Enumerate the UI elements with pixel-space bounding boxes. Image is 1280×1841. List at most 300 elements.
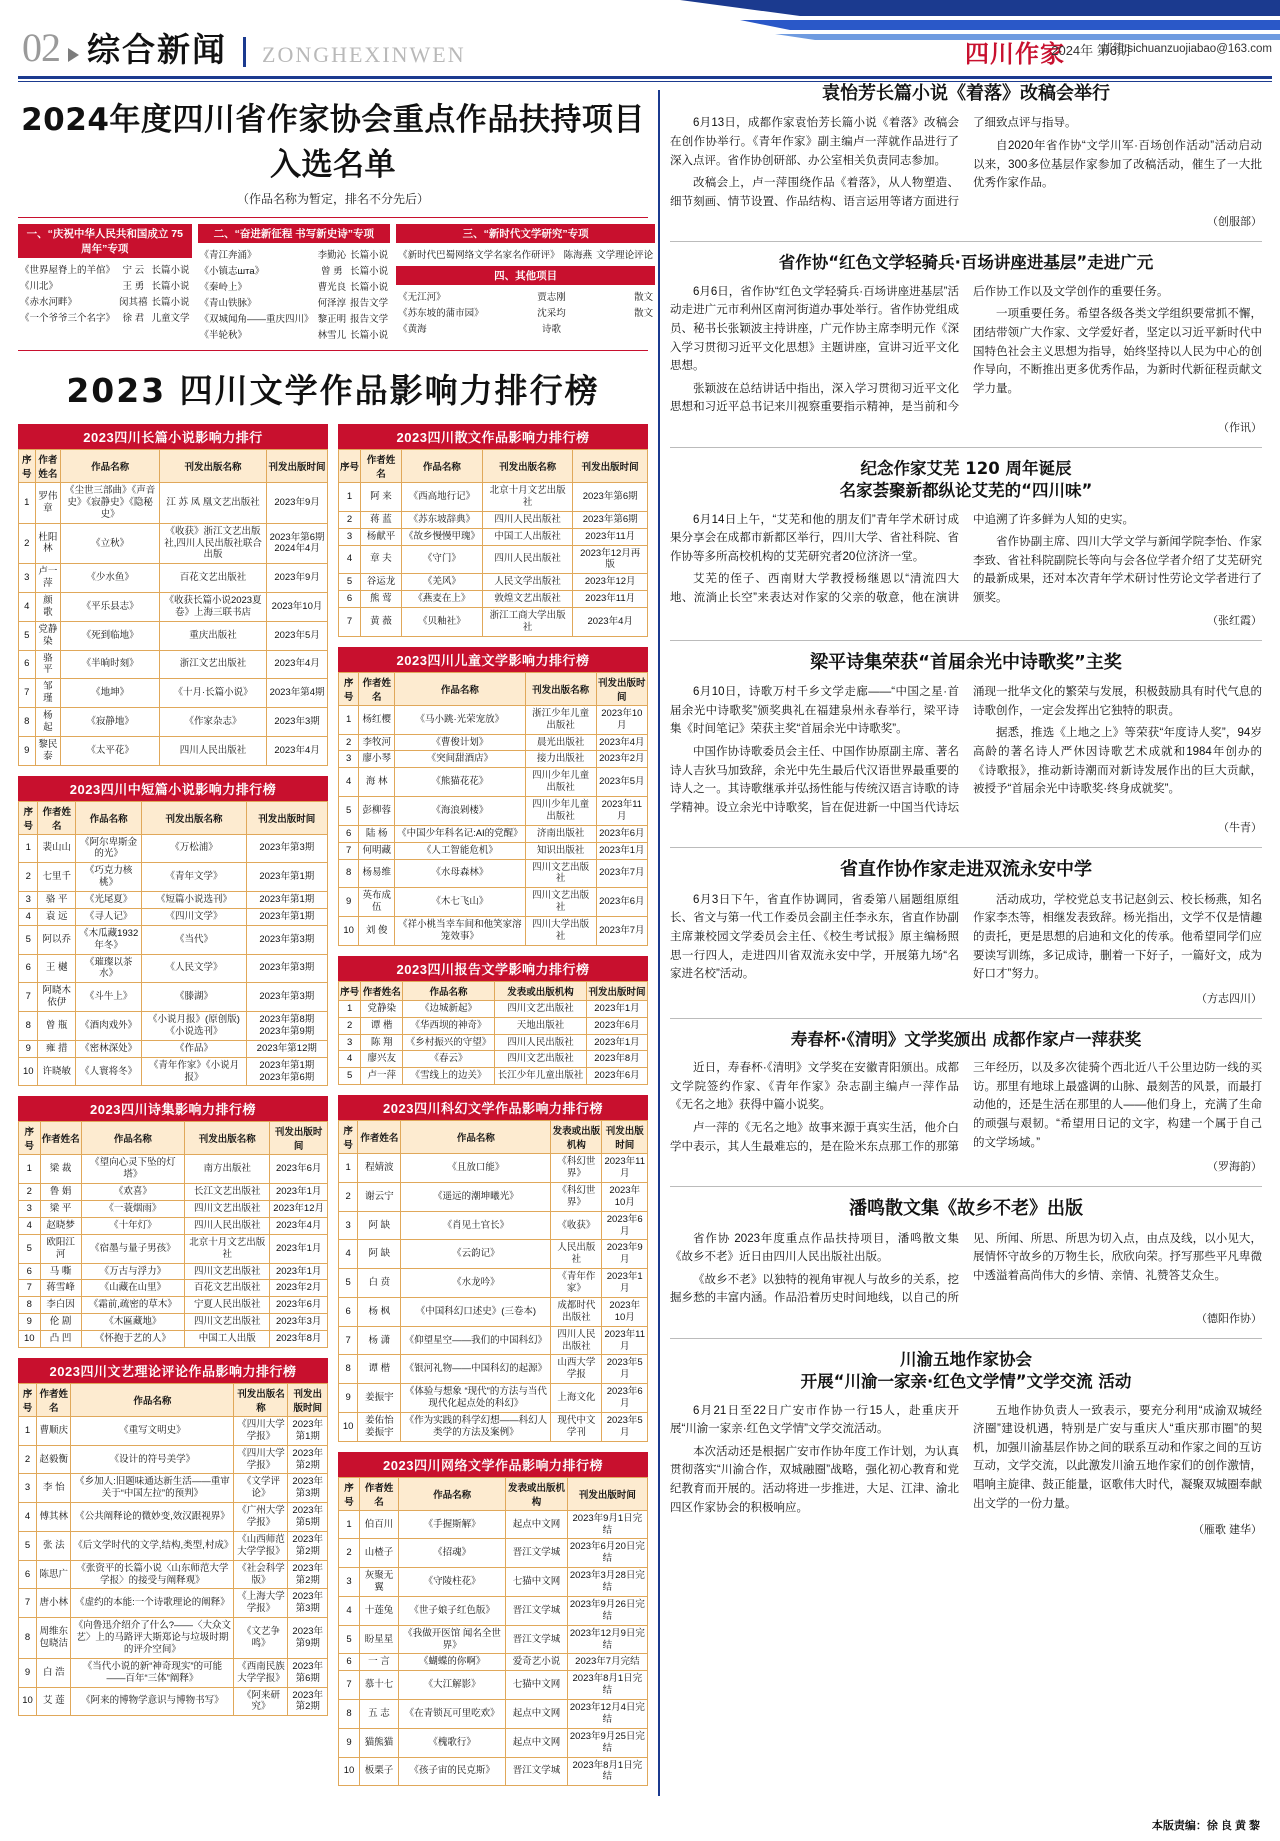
table-cell: 爱奇艺小说 <box>506 1654 567 1671</box>
column-header: 序号 <box>339 672 359 705</box>
table-cell: 《突间甜酒店》 <box>395 751 526 768</box>
table-cell: 谷运龙 <box>361 574 402 591</box>
table-cell: 2023年1月 <box>270 1184 328 1201</box>
table-cell: 山楂子 <box>360 1539 399 1568</box>
table-cell: 6 <box>339 1654 360 1671</box>
table-cell: 《一蓑烟雨》 <box>81 1201 185 1218</box>
article-paragraph: 6月10日，诗歌万村千乡文学走廊——“中国之星·首届余光中诗歌奖”颁奖典礼在福建泉州永春举行，梁平诗集《时间笔记》荣获主奖“首届余光中诗歌奖”。 <box>669 686 959 736</box>
table-cell: 2023年第3期 <box>288 1474 328 1503</box>
table-cell: 5 <box>19 1234 41 1263</box>
table-cell: 2023年12月4日完结 <box>567 1700 647 1729</box>
table-cell: 四川少年儿童出版社 <box>525 768 596 797</box>
article-paragraph: 6月13日，成都作家袁怡芳长篇小说《着落》改稿会在创作协举行。《青年作家》副主编卢一萍就作品进行了深入点评。省作协创研部、办公室相关负责同志参加。 <box>669 117 959 167</box>
table-cell: 王 樾 <box>38 954 76 983</box>
table-cell: 2023年第9期 <box>288 1618 328 1659</box>
table-cell: 1 <box>19 834 38 863</box>
table-cell: 8 <box>339 1355 358 1384</box>
table-cell: 4 <box>19 593 36 622</box>
table-cell: 2023年第1期 <box>246 908 327 925</box>
table-cell: 北京十月文艺出版社 <box>482 483 572 512</box>
table-cell: 《木匾藏地》 <box>81 1314 185 1331</box>
table-cell: 2023年1月 <box>586 1034 647 1051</box>
table-row <box>19 1618 328 1659</box>
table-row <box>339 751 648 768</box>
table-cell: 2 <box>339 1017 361 1034</box>
table-row <box>19 1474 328 1503</box>
table-row <box>19 736 328 765</box>
table-cell: 曾 瓶 <box>38 1012 76 1041</box>
table-cell: 10 <box>19 1687 37 1716</box>
table-cell: 10 <box>19 1057 38 1086</box>
page-footer: 本版责编：徐 良 黄 黎 <box>1151 1820 1260 1832</box>
table-cell: 2 <box>19 1184 41 1201</box>
table-cell: 《社会科学版》 <box>234 1560 288 1589</box>
article-paragraph: 本次活动还是根据广安市作协年度工作计划，为认真贯彻落实“川渝合作，双城融圈”战略，强化初心教育和党纪教育而开展的。活动将进一步推进，大足、江津、渝北四区作家协会的积极响应。 <box>669 1445 959 1514</box>
table-row <box>19 1155 328 1184</box>
table-cell: 2023年2月 <box>270 1280 328 1297</box>
table-row <box>339 1625 648 1654</box>
ranking-table <box>338 449 648 637</box>
table-block <box>18 1358 328 1716</box>
category-row <box>18 293 192 309</box>
table-cell: 程婧波 <box>358 1154 401 1183</box>
table-cell: 《设计的符号美学》 <box>71 1445 234 1474</box>
article <box>670 1029 1262 1174</box>
column-header: 序号 <box>19 801 38 834</box>
table-cell: 《西高地行记》 <box>401 483 482 512</box>
article-byline: （作讯） <box>1218 422 1262 435</box>
table-cell: 7 <box>19 679 36 708</box>
table-cell: 2023年第1期 2023年第6期 <box>246 1057 327 1086</box>
table-cell: 2023年9月 <box>267 483 328 524</box>
table-cell: 1 <box>19 1155 41 1184</box>
table-row <box>19 650 328 679</box>
table-cell: 2023年11月 <box>596 797 647 826</box>
table-cell: 浙江文艺出版社 <box>160 650 267 679</box>
article-paragraph: 活动成功，学校党总支书记赵剑云、校长杨燕，知名作家李杰等，相继发表致辞。杨光指出，文学不仅是情趣的责托，更是思想的启迪和文化的传承。他希望同学们应要读写训练，多记成诗，删着一下好子，一篇好文，成为好口才”努力。 <box>972 893 1262 981</box>
table-cell: 4 <box>19 1217 41 1234</box>
table-cell: 谭 楷 <box>358 1355 401 1384</box>
article-paragraph: 6月21日至22日广安市作协一行15人，赴重庆开展“川渝一家亲·红色文学情”文学交流活动。 <box>669 1404 959 1436</box>
table-cell: 阿以乔 <box>38 925 76 954</box>
table-cell: 2023年9月1日完结 <box>567 1510 647 1539</box>
table-cell: 《四川文学》 <box>142 908 246 925</box>
category-cell: 《青山铁脉》 <box>199 298 257 309</box>
right-column <box>670 78 1262 1796</box>
table-row <box>19 708 328 737</box>
category-cell: 贾志刚 <box>537 292 566 303</box>
table-cell: 《人工智能危机》 <box>395 842 526 859</box>
table-cell: 7 <box>339 1326 358 1355</box>
table-cell: 2023年第1期 <box>246 863 327 892</box>
table-cell: 黄 薇 <box>361 608 402 637</box>
article-body <box>670 683 1262 817</box>
table-caption: 2023四川网络文学作品影响力排行榜 <box>338 1452 648 1477</box>
table-caption: 2023四川文艺理论评论作品影响力排行榜 <box>18 1358 328 1383</box>
table-cell: 2023年11月 <box>573 591 648 608</box>
table-cell: 邹 瑾 <box>35 679 61 708</box>
table-cell: 2 <box>339 734 359 751</box>
table-cell: 2023年第2期 <box>288 1560 328 1589</box>
table-cell: 英布成伍 <box>359 888 395 917</box>
table-cell: 艾 莲 <box>37 1687 71 1716</box>
table-row <box>339 1034 648 1051</box>
article-body <box>670 511 1262 610</box>
article-separator <box>670 447 1262 448</box>
table-row <box>339 1539 648 1568</box>
table-cell: 四川文艺出版社 <box>495 1000 587 1017</box>
category-block <box>18 224 192 342</box>
table-cell: 赵毅衡 <box>37 1445 71 1474</box>
column-header: 作品名称 <box>81 1122 185 1155</box>
table-cell: 四川人民出版社 <box>482 545 572 574</box>
table-cell: 姜佑怡 姜振宇 <box>358 1412 401 1441</box>
article-paragraph: 中国作协诗歌委员会主任、中国作协原副主席、著名诗人吉狄马加致辞，余光中先生最后代汉语世界最重要的诗人之一。其诗歌继承并弘扬性能与传统汉语言诗歌的诗学精神。设立余光中诗歌奖，旨在促进新一中国当代诗坛涌现一批华文化的繁荣与发展，积极鼓励具有时代气息的诗歌创作，一定会发挥出它独特的职责。 <box>669 686 1262 814</box>
table-cell: 李白因 <box>40 1297 81 1314</box>
category-cell: 曹光良 <box>317 282 347 293</box>
table-cell: 《体验与想象 “现代”的方法与当代现代化起点处的科幻》 <box>401 1384 551 1413</box>
table-row <box>339 705 648 734</box>
table-cell: 5 <box>339 797 359 826</box>
table-cell: 2023年10月 <box>602 1297 648 1326</box>
table-cell: 《阿来的博物学意识与博物书写》 <box>71 1687 234 1716</box>
table-row <box>19 1217 328 1234</box>
category-cell: 《小镇志шта》 <box>199 266 265 277</box>
article-paragraph: 据悉，推选《上地之上》等荣获“年度诗人奖”，94岁高龄的著名诗人严休因诗歌艺术成就和1984年创办的《诗歌报》，推动新诗潮而对新诗发展作出的巨大贡献，被授予“首届余光中诗歌奖·终身成就奖”。 <box>972 727 1262 796</box>
table-cell: 9 <box>19 1658 37 1687</box>
category-table <box>198 246 391 342</box>
table-cell: 2023年6月20日完结 <box>567 1539 647 1568</box>
table-cell: 4 <box>19 908 38 925</box>
ranking-column-left <box>18 424 328 1796</box>
table-cell: 《作家杂志》 <box>160 708 267 737</box>
table-cell: 4 <box>339 1596 360 1625</box>
table-row <box>339 1568 648 1597</box>
table-row <box>339 1182 648 1211</box>
table-cell: 《孩子宙的民克斯》 <box>398 1757 505 1786</box>
section-title: 综合新闻 <box>87 30 227 69</box>
table-cell: 骆 平 <box>35 650 61 679</box>
column-header: 刊发出版名称 <box>482 450 572 483</box>
table-cell: 谭 楷 <box>361 1017 403 1034</box>
table-row <box>19 1012 328 1041</box>
table-cell: 杨易维 <box>359 859 395 888</box>
category-cell: 报告文学 <box>350 314 389 325</box>
table-cell: 2 <box>339 511 361 528</box>
table-cell: 猫熊猫 <box>360 1728 399 1757</box>
category-table <box>396 246 655 262</box>
table-cell: 唐小林 <box>37 1589 71 1618</box>
column-header: 刊发出版时间 <box>567 1477 647 1510</box>
table-cell: 《我做开医馆 闻名全世界》 <box>398 1625 505 1654</box>
column-header: 作品名称 <box>398 1477 505 1510</box>
table-row <box>19 1234 328 1263</box>
table-row <box>339 1671 648 1700</box>
email-label: 邮箱:sichuanzuojiabao@163.com <box>1101 43 1272 55</box>
category-cell: 《赤水河畔》 <box>20 297 78 308</box>
table-cell: 5 <box>339 574 361 591</box>
table-cell: 晋江文学城 <box>506 1757 567 1786</box>
table-row <box>19 1687 328 1716</box>
table-row <box>339 1728 648 1757</box>
table-cell: 5 <box>339 1068 361 1085</box>
table-row <box>19 1589 328 1618</box>
table-cell: 四川人民出版社 <box>185 1217 270 1234</box>
category-cell: 李勤沁 <box>317 250 347 261</box>
table-cell: 2023年第3期 <box>288 1589 328 1618</box>
column-header: 作品名称 <box>401 1121 551 1154</box>
table-cell: 2023年5月 <box>267 621 328 650</box>
ranking-title: 2023 四川文学作品影响力排行榜 <box>66 371 600 410</box>
table-row <box>339 1654 648 1671</box>
article-body <box>670 1230 1262 1309</box>
table-cell: 1 <box>339 1000 361 1017</box>
category-cell: 文学理论评论 <box>596 250 654 261</box>
table-cell: 赵晓梦 <box>40 1217 81 1234</box>
table-cell: 3 <box>19 1474 37 1503</box>
ranking-table <box>338 981 648 1085</box>
brand-logo: 四川作家 <box>965 40 1065 68</box>
article-headline: 梁平诗集荣获“首届余光中诗歌奖”主奖 <box>810 651 1122 673</box>
table-cell: 敦煌文艺出版社 <box>482 591 572 608</box>
category-row <box>198 246 391 262</box>
category-row <box>396 304 655 320</box>
article-headline: 寿春杯·《清明》文学奖颁出 成都作家卢一萍获奖 <box>790 1029 1142 1049</box>
table-cell: 党静染 <box>35 621 61 650</box>
table-cell: 7 <box>19 1589 37 1618</box>
table-row <box>339 888 648 917</box>
table-cell: 现代中文学刊 <box>551 1412 602 1441</box>
table-cell: 四川人民出版社 <box>482 511 572 528</box>
table-cell: 阿 来 <box>361 483 402 512</box>
table-caption: 2023四川报告文学影响力排行榜 <box>338 956 648 981</box>
table-block <box>338 956 648 1085</box>
table-cell: 《四川大学学报》 <box>234 1416 288 1445</box>
table-row <box>339 797 648 826</box>
table-block <box>338 1452 648 1787</box>
table-cell: 《在青锁瓦可里吃欢》 <box>398 1700 505 1729</box>
article-separator <box>670 1186 1262 1187</box>
table-row <box>339 1596 648 1625</box>
column-header: 发表或出版机构 <box>495 981 587 1000</box>
table-row <box>339 483 648 512</box>
table-cell: 《守门》 <box>401 545 482 574</box>
article-byline: （方志四川） <box>1196 992 1262 1005</box>
article-separator <box>670 1338 1262 1339</box>
table-cell: 《虚约的本能:一个诗歌理论的阐释》 <box>71 1589 234 1618</box>
table-cell: 《收获》浙江文艺出版社,四川人民出版社联合出版 <box>160 523 267 564</box>
column-header: 作者姓名 <box>361 450 402 483</box>
table-cell: 3 <box>339 528 361 545</box>
table-cell: 1 <box>339 705 359 734</box>
table-cell: 起点中文网 <box>506 1510 567 1539</box>
ranking-table <box>18 449 328 766</box>
table-cell: 北京十月文艺出版社 <box>185 1234 270 1263</box>
table-cell: 《水龙吟》 <box>401 1269 551 1298</box>
column-header: 刊发出版名称 <box>234 1383 288 1416</box>
table-cell: 8 <box>19 1012 38 1041</box>
table-cell: 《当代》 <box>142 925 246 954</box>
table-cell: 百花文艺出版社 <box>160 564 267 593</box>
table-cell: 伦 剧 <box>40 1314 81 1331</box>
column-header: 刊发出版时间 <box>270 1122 328 1155</box>
table-cell: 百花文艺出版社 <box>185 1280 270 1297</box>
table-cell: 《平乐县志》 <box>61 593 160 622</box>
table-cell: 《仰望星空——我们的中国科幻》 <box>401 1326 551 1355</box>
category-cell: 长篇小说 <box>350 330 389 341</box>
table-row <box>339 1211 648 1240</box>
table-cell: 2023年6月 <box>596 888 647 917</box>
table-cell: 浙江少年儿童出版社 <box>525 705 596 734</box>
column-header: 作者姓名 <box>358 1121 401 1154</box>
table-cell: 《光尾夏》 <box>75 892 141 909</box>
table-row <box>339 1757 648 1786</box>
column-header: 作品名称 <box>75 801 141 834</box>
table-cell: 《密林深处》 <box>75 1040 141 1057</box>
masthead-left <box>22 24 466 71</box>
table-cell: 廖兴友 <box>361 1051 403 1068</box>
table-cell: 长江少年儿童出版社 <box>495 1068 587 1085</box>
article-paragraph: 艾芜的侄子、西南财大学教授杨继恩以“清流四大地、流淌止长空”来表达对作家的父亲的敬意，他在演讲中追溯了许多鲜为人知的史实。 <box>669 513 1134 605</box>
table-cell: 7 <box>339 608 361 637</box>
table-cell: 上海文化 <box>551 1384 602 1413</box>
table-row <box>19 1503 328 1532</box>
table-cell: 《万松浦》 <box>142 834 246 863</box>
table-cell: 《斗牛上》 <box>75 983 141 1012</box>
table-cell: 8 <box>19 708 36 737</box>
table-row <box>19 983 328 1012</box>
table-cell: 晨光出版社 <box>525 734 596 751</box>
column-header: 刊发出版名称 <box>142 801 246 834</box>
table-row <box>339 1154 648 1183</box>
table-cell: 2 <box>19 1445 37 1474</box>
table-cell: 4 <box>339 545 361 574</box>
table-cell: 白 贲 <box>358 1269 401 1298</box>
category-cell: 长篇小说 <box>151 297 190 308</box>
table-block <box>338 1095 648 1442</box>
table-cell: 2023年7月完结 <box>567 1654 647 1671</box>
table-cell: 七里千 <box>38 863 76 892</box>
table-cell: 1 <box>19 1416 37 1445</box>
table-cell: 《银河礼物——中国科幻的起源》 <box>401 1355 551 1384</box>
table-cell: 阿 缺 <box>358 1211 401 1240</box>
table-cell: 2023年4月 <box>596 734 647 751</box>
table-cell: 黎民泰 <box>35 736 61 765</box>
table-cell: 袁 远 <box>38 908 76 925</box>
table-cell: 2023年1月 <box>602 1269 648 1298</box>
table-row <box>19 1658 328 1687</box>
column-header: 作品名称 <box>395 672 526 705</box>
table-cell: 知识出版社 <box>525 842 596 859</box>
table-cell: 2 <box>339 1182 358 1211</box>
table-cell: 《木瓜藏1932年冬》 <box>75 925 141 954</box>
table-cell: 李 怡 <box>37 1474 71 1503</box>
table-cell: 《后文学时代的文学,结构,类型,村成》 <box>71 1531 234 1560</box>
table-cell: 《死到临地》 <box>61 621 160 650</box>
table-caption: 2023四川科幻文学作品影响力排行榜 <box>338 1095 648 1120</box>
table-cell: 陆 杨 <box>359 825 395 842</box>
category-title: 三、“新时代文学研究”专项 <box>396 224 655 243</box>
table-cell: 2023年11月 <box>602 1154 648 1183</box>
table-cell: 《立秋》 <box>61 523 160 564</box>
table-cell: 《青年作家》 <box>551 1269 602 1298</box>
table-cell: 2023年3月28日完结 <box>567 1568 647 1597</box>
table-cell: 中国工人出版 <box>185 1331 270 1348</box>
table-cell: 伯百川 <box>360 1510 399 1539</box>
article-byline: （德阳作协） <box>1196 1313 1262 1325</box>
table-cell: 《十月·长篇小说》 <box>160 679 267 708</box>
table-cell: 《春云》 <box>403 1051 495 1068</box>
category-cell: 徐 君 <box>122 313 145 324</box>
table-cell: 2023年7月 <box>596 917 647 946</box>
table-cell: 四川人民出版社 <box>551 1326 602 1355</box>
column-header: 作者姓名 <box>360 1477 399 1510</box>
table-caption: 2023四川儿童文学影响力排行榜 <box>338 647 648 672</box>
table-cell: 2023年3月 <box>270 1314 328 1331</box>
table-block <box>338 424 648 637</box>
table-cell: 2023年第1期 <box>246 892 327 909</box>
table-cell: 2023年5月 <box>596 768 647 797</box>
column-header: 序号 <box>339 1477 360 1510</box>
table-cell: 《向鲁迅介绍介了什么?——〈大众文艺〉上的马路评大斯郑论与垃圾时期的评介空间》 <box>71 1618 234 1659</box>
table-cell: 《地坤》 <box>61 679 160 708</box>
table-cell: 2023年10月 <box>267 593 328 622</box>
table-row <box>19 1057 328 1086</box>
ranking-table <box>338 1120 648 1442</box>
category-row <box>198 262 391 278</box>
table-cell: 阿晓木依伊 <box>38 983 76 1012</box>
table-cell: 《曹俊计划》 <box>395 734 526 751</box>
article-paragraph: 卢一萍的《无名之地》故事来源于真实生活，他介白学中表示，其人生最难忘的，是在险米东点那工作的那第三年经历，以及多次徒骑个西北近八千公里边防一线的买访。那里有地球上最盛调的山脉、最刻苦的风景，而最打动他的，还是生活在那里的人——他们身上，充满了生命的顽强与艰韧。“希望用日记的文字，构建一个属于自己的文学场域。” <box>669 1062 1262 1153</box>
table-cell: 《人民文学》 <box>142 954 246 983</box>
table-row <box>339 1412 648 1441</box>
table-cell: 2023年4月 <box>270 1217 328 1234</box>
table-cell: 重庆出版社 <box>160 621 267 650</box>
table-row <box>339 1384 648 1413</box>
table-cell: 《尘世三部曲》《声音史》《寂静史》《隐秘史》 <box>61 483 160 524</box>
table-cell: 梁 裁 <box>40 1155 81 1184</box>
table-header-row <box>339 1477 648 1510</box>
table-cell: 2 <box>19 523 36 564</box>
table-cell: 5 <box>339 1625 360 1654</box>
category-row <box>198 278 391 294</box>
table-cell: 十莲兔 <box>360 1596 399 1625</box>
table-cell: 《十年灯》 <box>81 1217 185 1234</box>
table-cell: 长江文艺出版社 <box>185 1184 270 1201</box>
table-row <box>19 1445 328 1474</box>
category-cell: 《苏东坡的蒲市园》 <box>398 308 484 319</box>
ranking-table <box>18 1121 328 1348</box>
column-header: 序号 <box>19 1122 41 1155</box>
category-row <box>18 309 192 325</box>
table-cell: 《海浪剁楼》 <box>395 797 526 826</box>
table-row <box>19 954 328 983</box>
table-row <box>339 734 648 751</box>
table-cell: 山西大学学报 <box>551 1355 602 1384</box>
article-headline: 省作协“红色文学轻骑兵·百场讲座进基层”走进广元 <box>778 253 1154 273</box>
table-cell: 七猫中文网 <box>506 1671 567 1700</box>
table-cell: 廖小琴 <box>359 751 395 768</box>
table-cell: 2023年1月 <box>596 842 647 859</box>
table-cell: 《霜前,疏密的草木》 <box>81 1297 185 1314</box>
table-cell: 《且放口能》 <box>401 1154 551 1183</box>
table-cell: 欧阳江河 <box>40 1234 81 1263</box>
table-row <box>339 1297 648 1326</box>
table-cell: 四川人民出版社 <box>160 736 267 765</box>
table-cell: 2023年第6期 <box>573 511 648 528</box>
column-header: 刊发出版名称 <box>160 450 267 483</box>
table-row <box>339 608 648 637</box>
